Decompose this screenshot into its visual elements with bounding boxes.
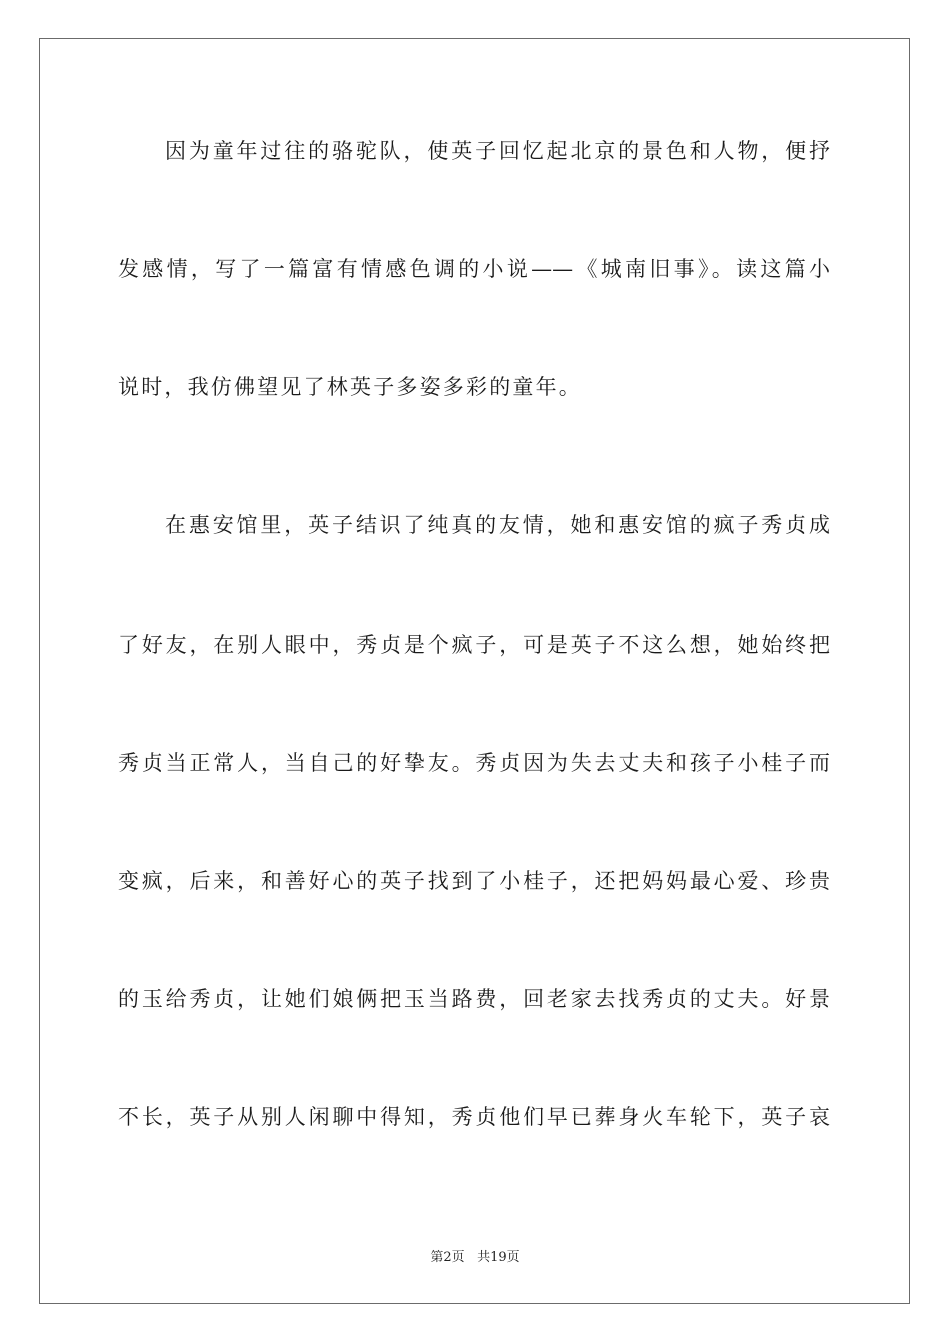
paragraph-2-line-3: 秀贞当正常人，当自己的好挚友。秀贞因为失去丈夫和孩子小桂子而 xyxy=(118,751,830,775)
paragraph-2-line-2: 了好友，在别人眼中，秀贞是个疯子，可是英子不这么想，她始终把 xyxy=(118,633,830,657)
paragraph-2-line-5: 的玉给秀贞，让她们娘俩把玉当路费，回老家去找秀贞的丈夫。好景 xyxy=(118,987,830,1011)
footer-gap xyxy=(465,1250,477,1265)
page-footer xyxy=(0,1246,950,1265)
paragraph-1-line-2: 发感情，写了一篇富有情感色调的小说——《城南旧事》。读这篇小 xyxy=(118,257,830,281)
paragraph-1-line-1: 因为童年过往的骆驼队，使英子回忆起北京的景色和人物，便抒 xyxy=(165,139,830,163)
paragraph-2-line-6: 不长，英子从别人闲聊中得知，秀贞他们早已葬身火车轮下，英子哀 xyxy=(118,1105,830,1129)
paragraph-2-line-4: 变疯，后来，和善好心的英子找到了小桂子，还把妈妈最心爱、珍贵 xyxy=(118,869,830,893)
page-number-total: 共19页 xyxy=(477,1250,520,1265)
page-number-current: 第2页 xyxy=(430,1250,465,1265)
paragraph-1-line-3: 说时，我仿佛望见了林英子多姿多彩的童年。 xyxy=(118,375,582,399)
paragraph-2-line-1: 在惠安馆里，英子结识了纯真的友情，她和惠安馆的疯子秀贞成 xyxy=(165,513,830,537)
